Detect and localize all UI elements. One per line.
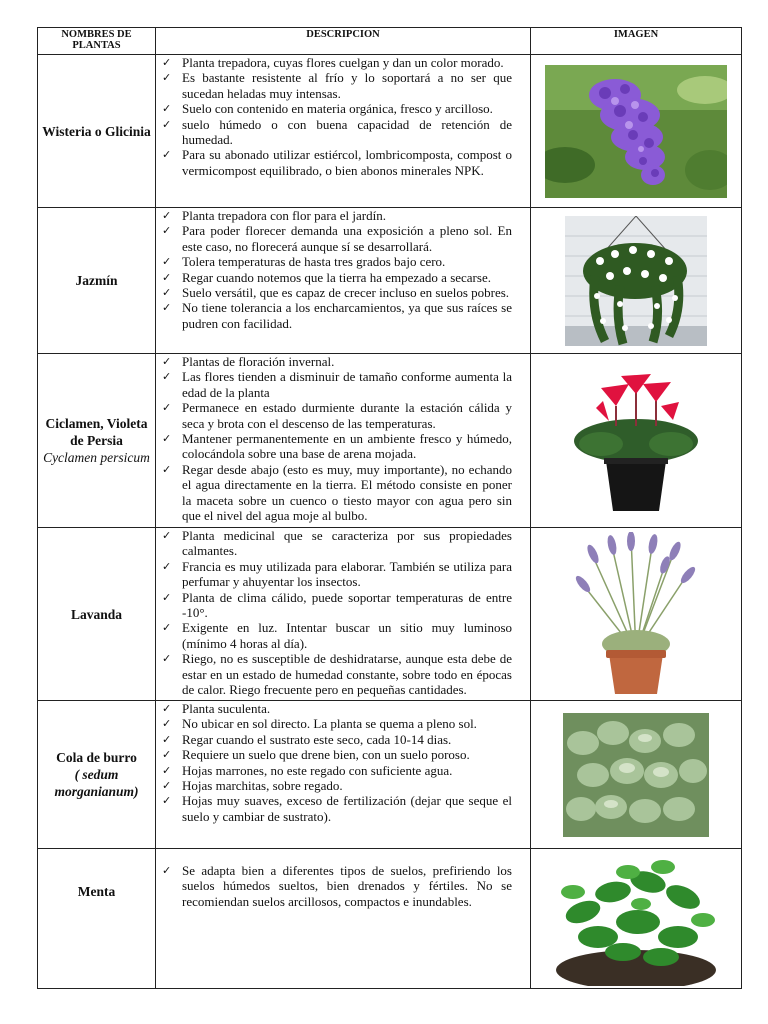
plant-image-cell (531, 354, 742, 528)
list-item: ✓ Para su abonado utilizar estiércol, lombricomposta, compost o vermicompost equilibrado, o bien abonos minerales NPK. (160, 147, 512, 178)
list-item: ✓ Mantener permanentemente en un ambiente fresco y húmedo, colocándola sobre una base de arena mojada. (160, 431, 512, 462)
care-list (160, 354, 512, 523)
list-item: ✓ Regar cuando el sustrato este seco, cada 10-14 dias. (160, 732, 512, 747)
plant-name: Ciclamen, Violeta de Persia Cyclamen persicum (38, 354, 156, 528)
list-item: ✓ Exigente en luz. Intentar buscar un sitio muy luminoso (mínimo 4 horas al día). (160, 620, 512, 651)
list-item: ✓ Planta suculenta. (160, 701, 512, 716)
scientific-name: Cyclamen persicum (43, 450, 150, 465)
list-item: ✓ Regar desde abajo (esto es muy, muy importante), no echando el agua directamente en la tierra. El método consiste en poner la maceta sobre un cuenco o tiesto mayor con agua pero sin que el nivel del agua moje al bulbo. (160, 462, 512, 524)
header-description: DESCRIPCION (156, 28, 531, 55)
list-item: ✓ Requiere un suelo que drene bien, con un suelo poroso. (160, 747, 512, 762)
list-item: ✓ Regar cuando notemos que la tierra ha empezado a secarse. (160, 270, 512, 285)
list-item: ✓ Suelo con contenido en materia orgánica, fresco y arcilloso. (160, 101, 512, 116)
table-row (38, 701, 742, 849)
list-item: ✓ Planta medicinal que se caracteriza por sus propiedades calmantes. (160, 528, 512, 559)
header-name: NOMBRES DE PLANTAS (38, 28, 156, 55)
plant-image-cell (531, 849, 742, 989)
header-image: IMAGEN (531, 28, 742, 55)
plant-name: Menta (38, 849, 156, 989)
cyclamen-pot-photo (561, 366, 711, 516)
table-row (38, 354, 742, 528)
list-item: ✓ Las flores tienden a disminuir de tamaño conforme aumenta la edad de la planta (160, 369, 512, 400)
list-item: ✓ Planta trepadora con flor para el jardín. (160, 208, 512, 223)
list-item: ✓ Hojas marchitas, sobre regado. (160, 778, 512, 793)
care-list (160, 701, 512, 824)
care-list (160, 55, 512, 178)
list-item: ✓ Plantas de floración invernal. (160, 354, 512, 369)
list-item: ✓ Hojas marrones, no este regado con suficiente agua. (160, 763, 512, 778)
list-item: ✓ Hojas muy suaves, exceso de fertilización (dejar que seque el suelo y cambiar de sustrato). (160, 793, 512, 824)
wisteria-flower-photo (545, 65, 727, 198)
plant-name: Wisteria o Glicinia (38, 55, 156, 208)
list-item: ✓ Es bastante resistente al frío y lo soportará a no ser que sucedan heladas muy intensas. (160, 70, 512, 101)
list-item: ✓ No ubicar en sol directo. La planta se quema a pleno sol. (160, 716, 512, 731)
header-row (38, 28, 742, 55)
list-item: ✓ Planta trepadora, cuyas flores cuelgan y dan un color morado. (160, 55, 512, 70)
care-list (160, 863, 512, 909)
plant-image-cell (531, 701, 742, 849)
plant-image-cell (531, 55, 742, 208)
plant-image-cell (531, 208, 742, 354)
table-row (38, 528, 742, 701)
plant-name: Lavanda (38, 528, 156, 701)
scientific-name: ( sedum morganianum) (54, 767, 139, 799)
list-item: ✓ Permanece en estado durmiente durante la estación cálida y seca y brota con el descenso de las temperaturas. (160, 400, 512, 431)
plant-description (156, 528, 531, 701)
plant-description (156, 849, 531, 989)
plant-description (156, 701, 531, 849)
plant-image-cell (531, 528, 742, 701)
table-row (38, 55, 742, 208)
mint-plant-photo (553, 852, 719, 986)
list-item: ✓ Francia es muy utilizada para elaborar. También se utiliza para perfumar y ahuyentar los insectos. (160, 559, 512, 590)
list-item: ✓ Suelo versátil, que es capaz de crecer incluso en suelos pobres. (160, 285, 512, 300)
list-item: ✓ Riego, no es susceptible de deshidratarse, aunque esta debe de estar en un estado de humedad constante, sobre todo en épocas de calor. Riego frecuente pero en pequeñas cantidades. (160, 651, 512, 697)
list-item: ✓ Tolera temperaturas de hasta tres grados bajo cero. (160, 254, 512, 269)
list-item: ✓ suelo húmedo o con buena capacidad de retención de humedad. (160, 117, 512, 148)
table-row (38, 849, 742, 989)
care-list (160, 528, 512, 697)
jasmine-hanging-basket-photo (565, 216, 707, 346)
list-item: ✓ No tiene tolerancia a los encharcamientos, ya que sus raíces se pudren con facilidad. (160, 300, 512, 331)
list-item: ✓ Se adapta bien a diferentes tipos de suelos, prefiriendo los suelos húmedos sueltos, bien drenados y fértiles. No se recomiendan suelos arcillosos, compactos e inundables. (160, 863, 512, 909)
plant-table-page (37, 27, 741, 993)
plant-description (156, 208, 531, 354)
list-item: ✓ Planta de clima cálido, puede soportar temperaturas de entre -10°. (160, 590, 512, 621)
lavender-pot-photo (571, 532, 701, 697)
list-item: ✓ Para poder florecer demanda una exposición a pleno sol. En este caso, no florecerá aunque sí se desarrollará. (160, 223, 512, 254)
plant-table (37, 27, 742, 989)
succulent-closeup-photo (563, 713, 709, 837)
plant-name: Jazmín (38, 208, 156, 354)
table-row (38, 208, 742, 354)
plant-description (156, 55, 531, 208)
plant-description (156, 354, 531, 528)
plant-name: Cola de burro ( sedum morganianum) (38, 701, 156, 849)
care-list (160, 208, 512, 331)
